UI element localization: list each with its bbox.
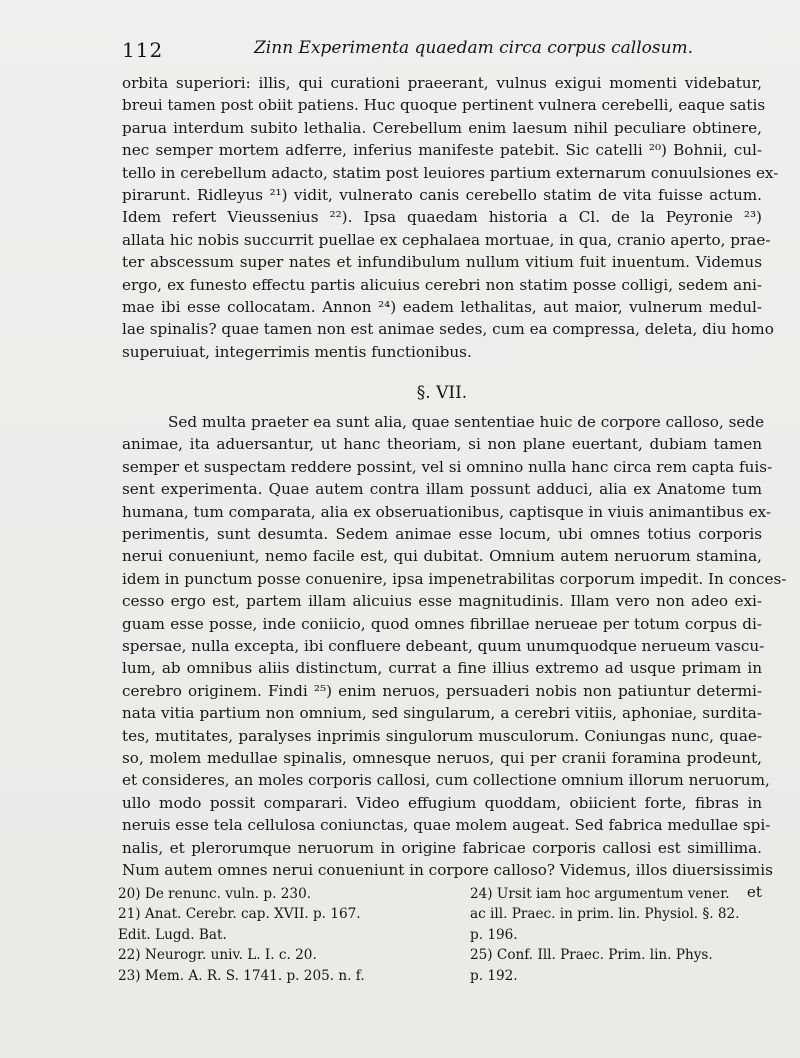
catchword: et [746, 883, 762, 902]
footnote: 21) Anat. Cerebr. cap. XVII. p. 167. [118, 906, 361, 923]
section-heading: §. VII. [416, 383, 468, 404]
text-line: idem in punctum posse conuenire, ipsa impenetrabilitas corporum impedit. In conces- [122, 569, 787, 588]
text-line: nata vitia partium non omnium, sed singularum, a cerebri vitiis, aphoniae, surdita- [122, 704, 762, 723]
footnote: Edit. Lugd. Bat. [118, 926, 227, 943]
footnote: 25) Conf. Ill. Praec. Prim. lin. Phys. [470, 947, 713, 964]
footnote: 23) Mem. A. R. S. 1741. p. 205. n. f. [118, 967, 365, 984]
text-line: perimentis, sunt desumta. Sedem animae esse locum, ubi omnes totius corporis [122, 525, 762, 544]
page-number: 112 [122, 38, 164, 62]
footnote: 24) Ursit iam hoc argumentum vener. [470, 886, 730, 902]
text-line: breui tamen post obiit patiens. Huc quoque pertinent vulnera cerebelli, eaque satis [122, 96, 766, 115]
text-line: orbita superiori: illis, qui curationi praeerant, vulnus exigui momenti videbatur, [122, 74, 762, 92]
footnote: p. 196. [470, 926, 518, 943]
text-line: tello in cerebellum adacto, statim post leuiores partium externarum conuulsiones ex- [122, 163, 779, 182]
footnote: p. 192. [470, 967, 518, 984]
text-line: neruis esse tela cellulosa coniunctas, quae molem augeat. Sed fabrica medullae spi- [122, 816, 771, 835]
text-line: ergo, ex funesto effectu partis alicuius cerebri non statim posse colligi, sedem ani- [122, 275, 762, 294]
paragraph-1 [122, 72, 779, 363]
text-line: spersae, nulla excepta, ibi confluere debeant, quum unumquodque nerueum vascu- [122, 636, 765, 655]
text-line: Idem refert Vieussenius ²²). Ipsa quaedam historia a Cl. de la Peyronie ²³) [122, 208, 762, 227]
text-line: superuiuat, integerrimis mentis functionibus. [122, 342, 472, 361]
footnote: 20) De renunc. vuln. p. 230. [118, 886, 312, 902]
text-line: et consideres, an moles corporis callosi, cum collectione omnium illorum neruorum, [122, 771, 770, 790]
footnotes-right-column [470, 884, 770, 986]
text-line: ullo modo possit comparari. Video effugium quoddam, obiicient forte, fibras in [122, 793, 762, 812]
text-line: cesso ergo est, partem illam alicuius esse magnitudinis. Illam vero non adeo exi- [122, 592, 762, 611]
footnotes-left-column [118, 884, 438, 986]
text-line: animae, ita aduersantur, ut hanc theoriam, si non plane euertant, dubiam tamen [122, 435, 762, 454]
text-line: nerui conueniunt, nemo facile est, qui dubitat. Omnium autem neruorum stamina, [122, 547, 762, 566]
text-line: nalis, et plerorumque neruorum in origine fabricae corporis callosi est simillima. [122, 838, 762, 857]
text-line: sent experimenta. Quae autem contra illam possunt adduci, alia ex Anatome tum [122, 480, 762, 499]
text-line: ter abscessum super nates et infundibulum nullum vitium fuit inuentum. Videmus [122, 253, 762, 272]
text-line: cerebro originem. Findi ²⁵) enim neruos, persuaderi nobis non patiuntur determi- [122, 681, 762, 700]
text-line: lae spinalis? quae tamen non est animae sedes, cum ea compressa, deleta, diu homo [122, 320, 774, 339]
text-line: Num autem omnes nerui conueniunt in corpore calloso? Videmus, illos diuersissimis [122, 860, 773, 879]
text-line: mae ibi esse collocatam. Annon ²⁴) eadem lethalitas, aut maior, vulnerum medul- [122, 297, 762, 316]
text-line: tes, mutitates, paralyses inprimis singulorum musculorum. Coniungas nunc, quae- [122, 726, 762, 745]
text-line: guam esse posse, inde coniicio, quod omnes fibrillae nerueae per totum corpus di- [122, 614, 762, 633]
text-line: allata hic nobis succurrit puellae ex cephalaea mortuae, in qua, cranio aperto, prae- [122, 230, 771, 249]
text-line: pirarunt. Ridleyus ²¹) vidit, vulnerato canis cerebello statim de vita fuisse actum. [122, 185, 762, 204]
footnote: 22) Neurogr. univ. L. I. c. 20. [118, 947, 317, 964]
text-line: Sed multa praeter ea sunt alia, quae sententiae huic de corpore calloso, sede [168, 413, 765, 432]
text-line: so, molem medullae spinalis, omnesque neruos, qui per cranii foramina prodeunt, [122, 748, 762, 767]
text-line: nec semper mortem adferre, inferius manifeste patebit. Sic catelli ²⁰) Bohnii, cul- [122, 141, 762, 160]
text-line: semper et suspectam reddere possint, vel si omnino nulla hanc circa rem capta fuis- [122, 457, 773, 476]
paragraph-2 [122, 411, 787, 904]
body-text [122, 72, 787, 904]
text-line: lum, ab omnibus aliis distinctum, currat a fine illius extremo ad usque primam in [122, 659, 762, 678]
page-header [122, 38, 752, 64]
text-line: humana, tum comparata, alia ex obseruationibus, captisque in viuis animantibus ex- [122, 502, 772, 521]
footnote: ac ill. Praec. in prim. lin. Physiol. §. 82. [470, 906, 740, 923]
text-line: parua interdum subito lethalia. Cerebellum enim laesum nihil peculiare obtinere, [122, 118, 762, 137]
running-head: Zinn Experimenta quaedam circa corpus callosum. [254, 38, 694, 58]
